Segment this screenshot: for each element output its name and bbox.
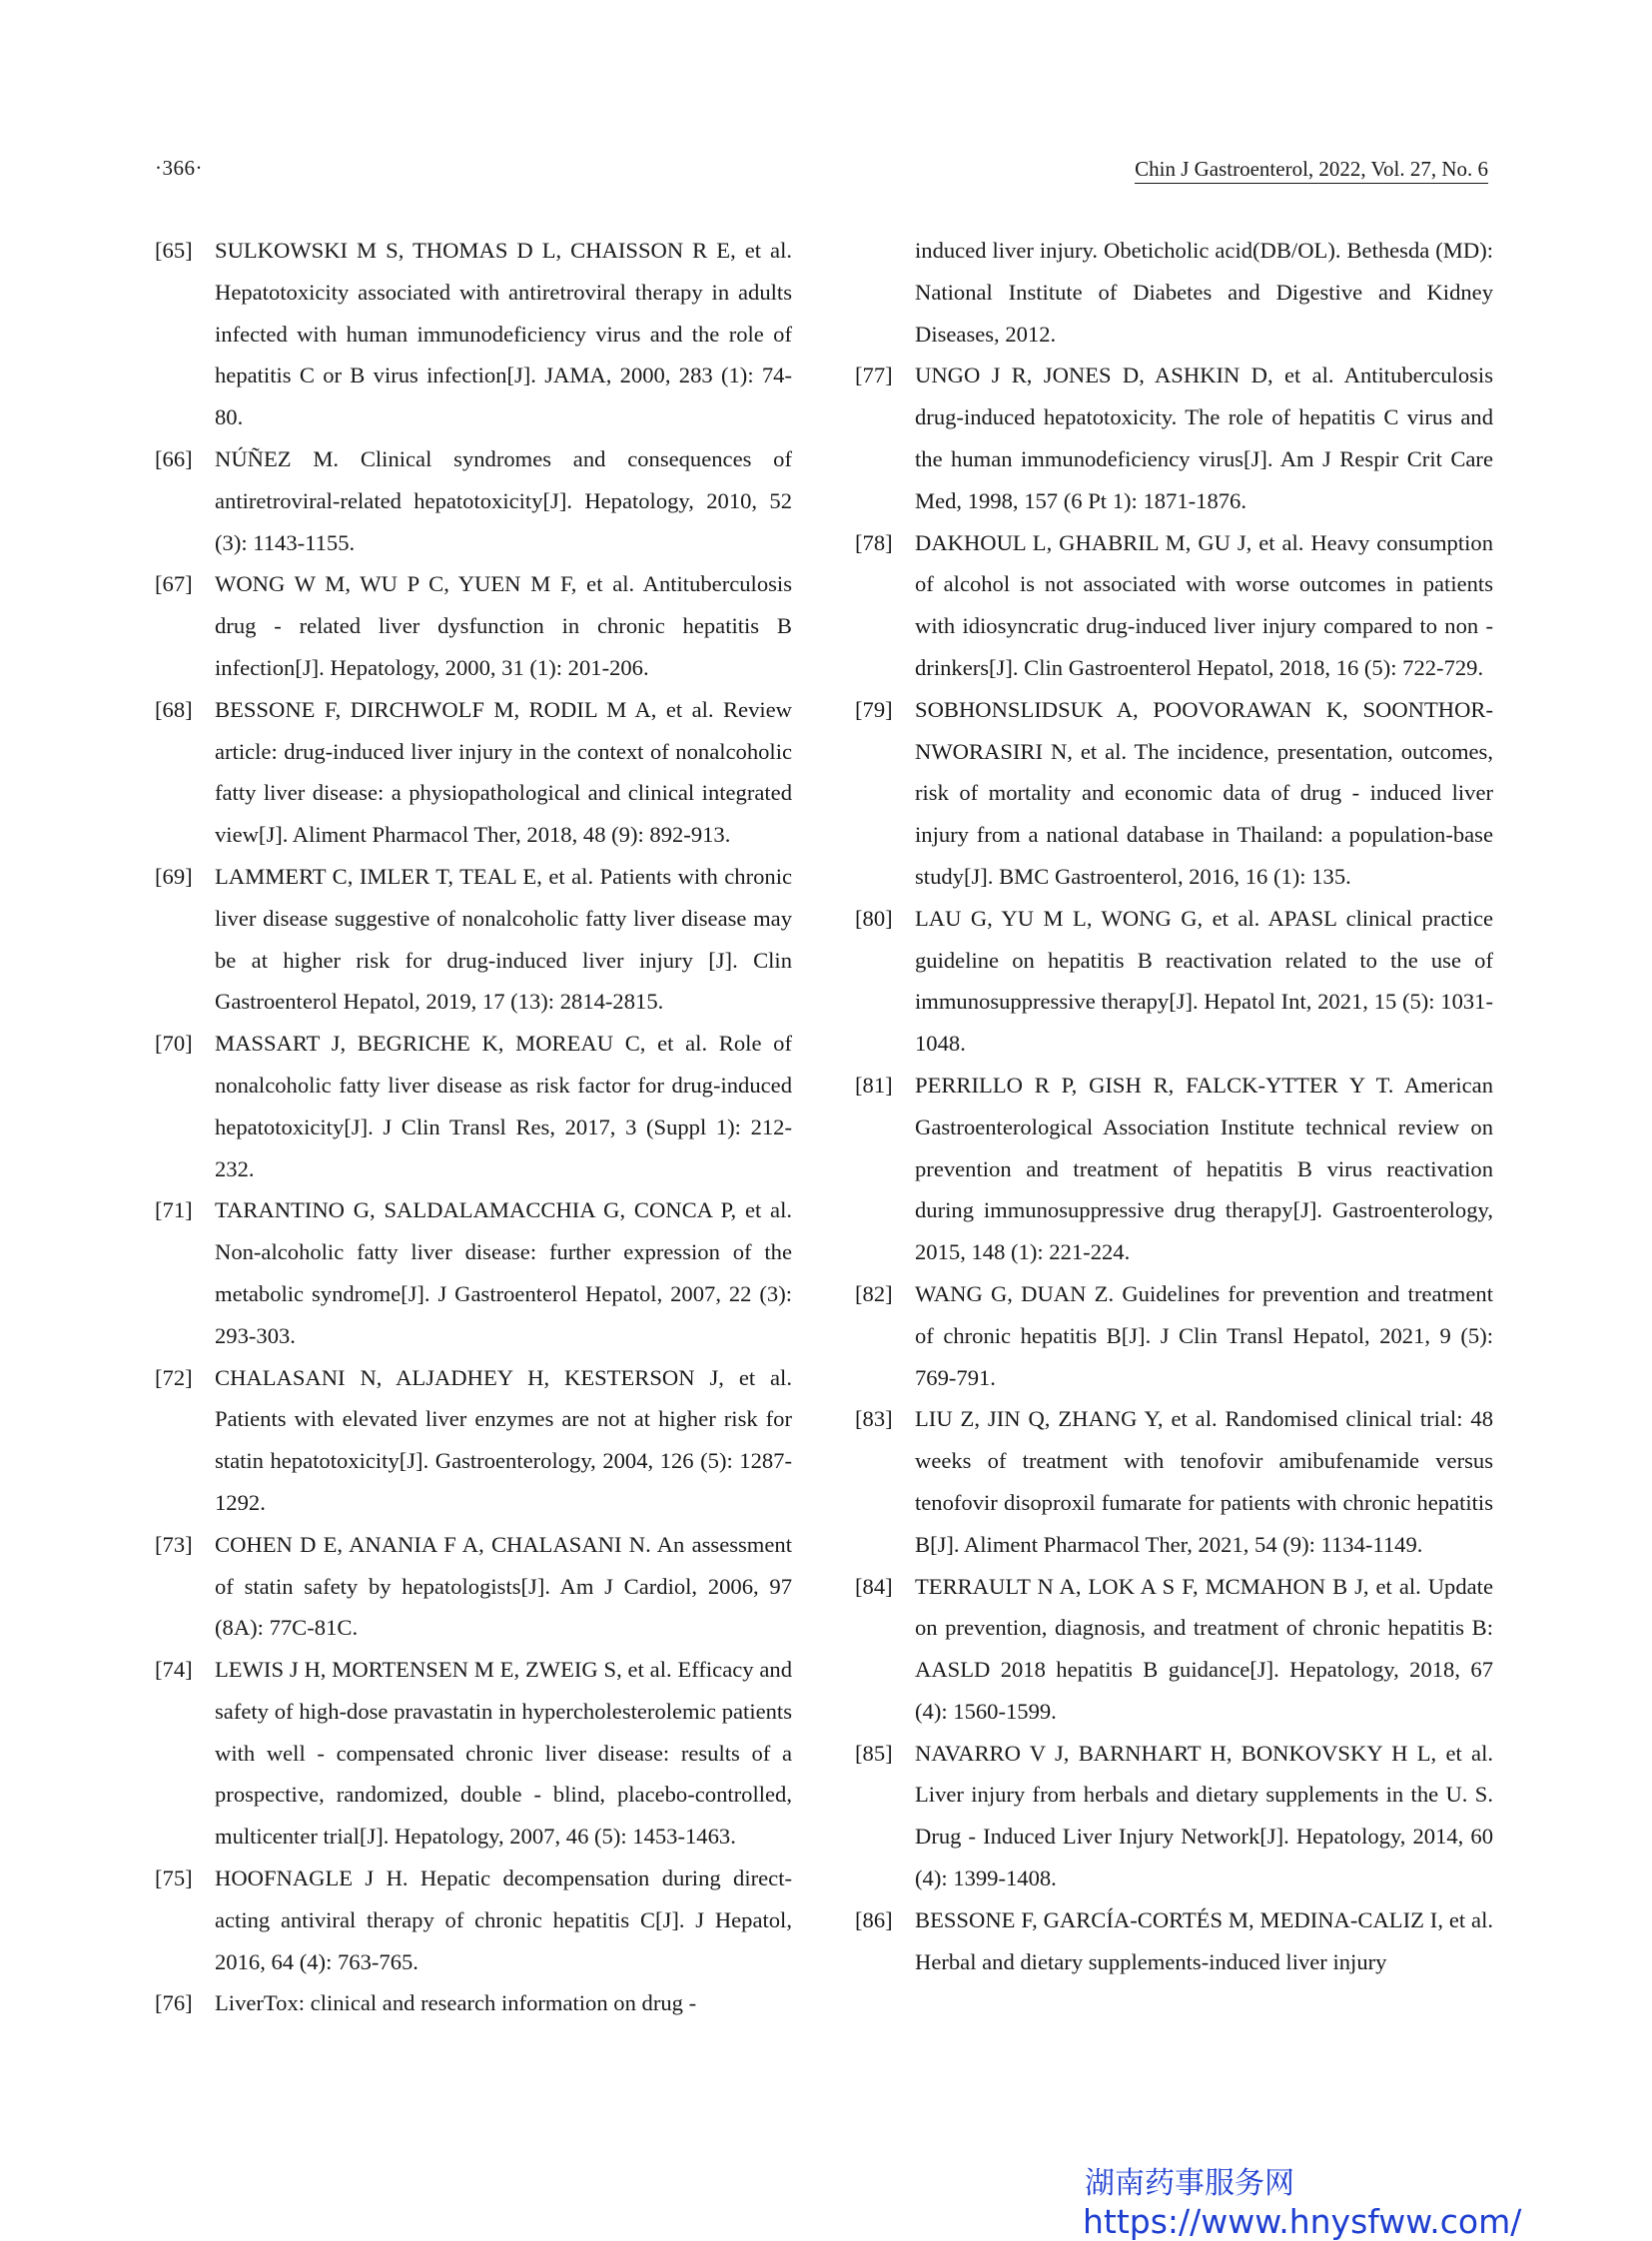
reference-item xyxy=(155,1023,792,1189)
reference-number: [81] xyxy=(855,1072,893,1098)
reference-number: [86] xyxy=(855,1906,893,1932)
reference-item xyxy=(155,1982,792,2024)
reference-item xyxy=(855,689,1493,898)
reference-item xyxy=(855,1398,1493,1565)
reference-text: CHALASANI N, ALJADHEY H, KESTERSON J, et al. Patients with elevated liver enzymes are not at higher risk for statin hepatotoxicity[J]. Gastroenterology, 2004, 126 (5): 1287-1292. xyxy=(215,1364,792,1515)
reference-item xyxy=(855,1733,1493,1899)
reference-text: COHEN D E, ANANIA F A, CHALASANI N. An assessment of statin safety by hepatologists[J]. Am J Cardiol, 2006, 97 (8A): 77C-81C. xyxy=(215,1531,792,1641)
reference-item xyxy=(155,1524,792,1649)
reference-number: [83] xyxy=(855,1406,893,1432)
reference-number: [70] xyxy=(155,1031,193,1057)
reference-number: [80] xyxy=(855,905,893,931)
reference-item xyxy=(855,522,1493,689)
reference-number: [67] xyxy=(155,571,193,597)
reference-item xyxy=(855,898,1493,1065)
watermark-site-name: 湖南药事服务网 xyxy=(1085,2166,1294,2201)
reference-number: [73] xyxy=(155,1531,193,1557)
reference-text: DAKHOUL L, GHABRIL M, GU J, et al. Heavy consumption of alcohol is not associated with worse outcomes in patients with idiosyncratic drug-induced liver injury compared to non - drinkers[J]. Clin Gastroenterol Hepatol, 2018, 16 (5): 722-729. xyxy=(915,529,1493,680)
reference-text: UNGO J R, JONES D, ASHKIN D, et al. Antituberculosis drug-induced hepatotoxicity. The role of hepatitis C virus and the human immunodeficiency virus[J]. Am J Respir Crit Care Med, 1998, 157 (6 Pt 1): 1871-1876. xyxy=(915,363,1493,513)
reference-number: [72] xyxy=(155,1364,193,1390)
reference-text: BESSONE F, DIRCHWOLF M, RODIL M A, et al. Review article: drug-induced liver injury in the context of nonalcoholic fatty liver disease: a physiopathological and clinical integrated view[J]. Aliment Pharmacol Ther, 2018, 48 (9): 892-913. xyxy=(215,696,792,848)
reference-number: [65] xyxy=(155,238,193,263)
reference-text: NAVARRO V J, BARNHART H, BONKOVSKY H L, et al. Liver injury from herbals and dietary supplements in the U. S. Drug - Induced Liver Injury Network[J]. Hepatology, 2014, 60 (4): 1399-1408. xyxy=(915,1740,1493,1891)
page-number: ·366· xyxy=(155,156,203,180)
reference-item xyxy=(855,1899,1493,1983)
reference-item xyxy=(855,230,1493,355)
watermark-url-link[interactable]: https://www.hnysfww.com/ xyxy=(1083,2202,1522,2241)
reference-item xyxy=(155,1649,792,1858)
reference-number: [71] xyxy=(155,1197,193,1223)
site-watermark xyxy=(1085,2165,1521,2241)
reference-text: BESSONE F, GARCÍA-CORTÉS M, MEDINA-CALIZ I, et al. Herbal and dietary supplements-induced liver injury xyxy=(915,1906,1493,1974)
reference-text: LAMMERT C, IMLER T, TEAL E, et al. Patients with chronic liver disease suggestive of nonalcoholic fatty liver disease may be at higher risk for drug-induced liver injury [J]. Clin Gastroenterol Hepatol, 2019, 17 (13): 2814-2815. xyxy=(215,863,792,1015)
reference-text: LEWIS J H, MORTENSEN M E, ZWEIG S, et al. Efficacy and safety of high-dose pravastatin in hypercholesterolemic patients with well - compensated chronic liver disease: results of a prospective, randomized, double - blind, placebo-controlled, multicenter trial[J]. Hepatology, 2007, 46 (5): 1453-1463. xyxy=(215,1657,792,1850)
reference-item xyxy=(155,1189,792,1356)
reference-item xyxy=(155,230,792,438)
reference-text: NÚÑEZ M. Clinical syndromes and consequences of antiretroviral-related hepatotoxicity[J]. Hepatology, 2010, 52 (3): 1143-1155. xyxy=(215,445,792,555)
reference-number: [75] xyxy=(155,1866,193,1891)
reference-item xyxy=(155,856,792,1023)
reference-text: PERRILLO R P, GISH R, FALCK-YTTER Y T. American Gastroenterological Association Institute technical review on prevention and treatment of hepatitis B virus reactivation during immunosuppressive drug therapy[J]. Gastroenterology, 2015, 148 (1): 221-224. xyxy=(915,1072,1493,1265)
reference-number: [68] xyxy=(155,696,193,722)
running-head: Chin J Gastroenterol, 2022, Vol. 27, No. 6 xyxy=(1135,156,1488,184)
reference-item xyxy=(855,1566,1493,1733)
reference-number: [82] xyxy=(855,1280,893,1306)
reference-item xyxy=(155,1357,792,1524)
references-right-column xyxy=(855,230,1493,1982)
reference-text: SULKOWSKI M S, THOMAS D L, CHAISSON R E, et al. Hepatotoxicity associated with antiretroviral therapy in adults infected with human immunodeficiency virus and the role of hepatitis C or B virus infection[J]. JAMA, 2000, 283 (1): 74-80. xyxy=(215,238,792,430)
reference-number: [77] xyxy=(855,363,893,388)
reference-item xyxy=(155,438,792,563)
reference-number: [76] xyxy=(155,1990,193,2016)
reference-text: LiverTox: clinical and research information on drug - xyxy=(215,1990,697,2016)
reference-number: [66] xyxy=(155,445,193,471)
reference-text: LIU Z, JIN Q, ZHANG Y, et al. Randomised clinical trial: 48 weeks of treatment with tenofovir amibufenamide versus tenofovir disoproxil fumarate for patients with chronic hepatitis B[J]. Aliment Pharmacol Ther, 2021, 54 (9): 1134-1149. xyxy=(915,1406,1493,1557)
reference-number: [69] xyxy=(155,863,193,889)
reference-number: [79] xyxy=(855,696,893,722)
reference-text: TERRAULT N A, LOK A S F, MCMAHON B J, et al. Update on prevention, diagnosis, and treatment of chronic hepatitis B: AASLD 2018 hepatitis B guidance[J]. Hepatology, 2018, 67 (4): 1560-1599. xyxy=(915,1573,1493,1724)
reference-item xyxy=(155,689,792,856)
reference-number: [74] xyxy=(155,1657,193,1683)
reference-text: WANG G, DUAN Z. Guidelines for prevention and treatment of chronic hepatitis B[J]. J Clin Transl Hepatol, 2021, 9 (5): 769-791. xyxy=(915,1280,1493,1390)
reference-number: [85] xyxy=(855,1740,893,1766)
reference-number: [78] xyxy=(855,529,893,555)
reference-item xyxy=(855,1065,1493,1273)
reference-text: MASSART J, BEGRICHE K, MOREAU C, et al. Role of nonalcoholic fatty liver disease as risk factor for drug-induced hepatotoxicity[J]. J Clin Transl Res, 2017, 3 (Suppl 1): 212-232. xyxy=(215,1031,792,1181)
reference-item xyxy=(155,1858,792,1982)
reference-text: induced liver injury. Obeticholic acid(DB/OL). Bethesda (MD): National Institute of Diabetes and Digestive and Kidney Diseases, 2012. xyxy=(915,238,1493,347)
reference-text: SOBHONSLIDSUK A, POOVORAWAN K, SOONTHOR-NWORASIRI N, et al. The incidence, presentation, outcomes, risk of mortality and economic data of drug - induced liver injury from a national database in Thailand: a population-base study[J]. BMC Gastroenterol, 2016, 16 (1): 135. xyxy=(915,696,1493,889)
reference-item xyxy=(855,355,1493,521)
references-left-column xyxy=(155,230,792,2024)
reference-text: WONG W M, WU P C, YUEN M F, et al. Antituberculosis drug - related liver dysfunction in chronic hepatitis B infection[J]. Hepatology, 2000, 31 (1): 201-206. xyxy=(215,571,792,680)
reference-item xyxy=(155,563,792,688)
reference-text: TARANTINO G, SALDALAMACCHIA G, CONCA P, et al. Non-alcoholic fatty liver disease: further expression of the metabolic syndrome[J]. J Gastroenterol Hepatol, 2007, 22 (3): 293-303. xyxy=(215,1197,792,1348)
reference-number: [84] xyxy=(855,1573,893,1599)
reference-item xyxy=(855,1273,1493,1398)
reference-text: HOOFNAGLE J H. Hepatic decompensation during direct-acting antiviral therapy of chronic hepatitis C[J]. J Hepatol, 2016, 64 (4): 763-765. xyxy=(215,1866,792,1974)
reference-text: LAU G, YU M L, WONG G, et al. APASL clinical practice guideline on hepatitis B reactivation related to the use of immunosuppressive therapy[J]. Hepatol Int, 2021, 15 (5): 1031-1048. xyxy=(915,905,1493,1057)
